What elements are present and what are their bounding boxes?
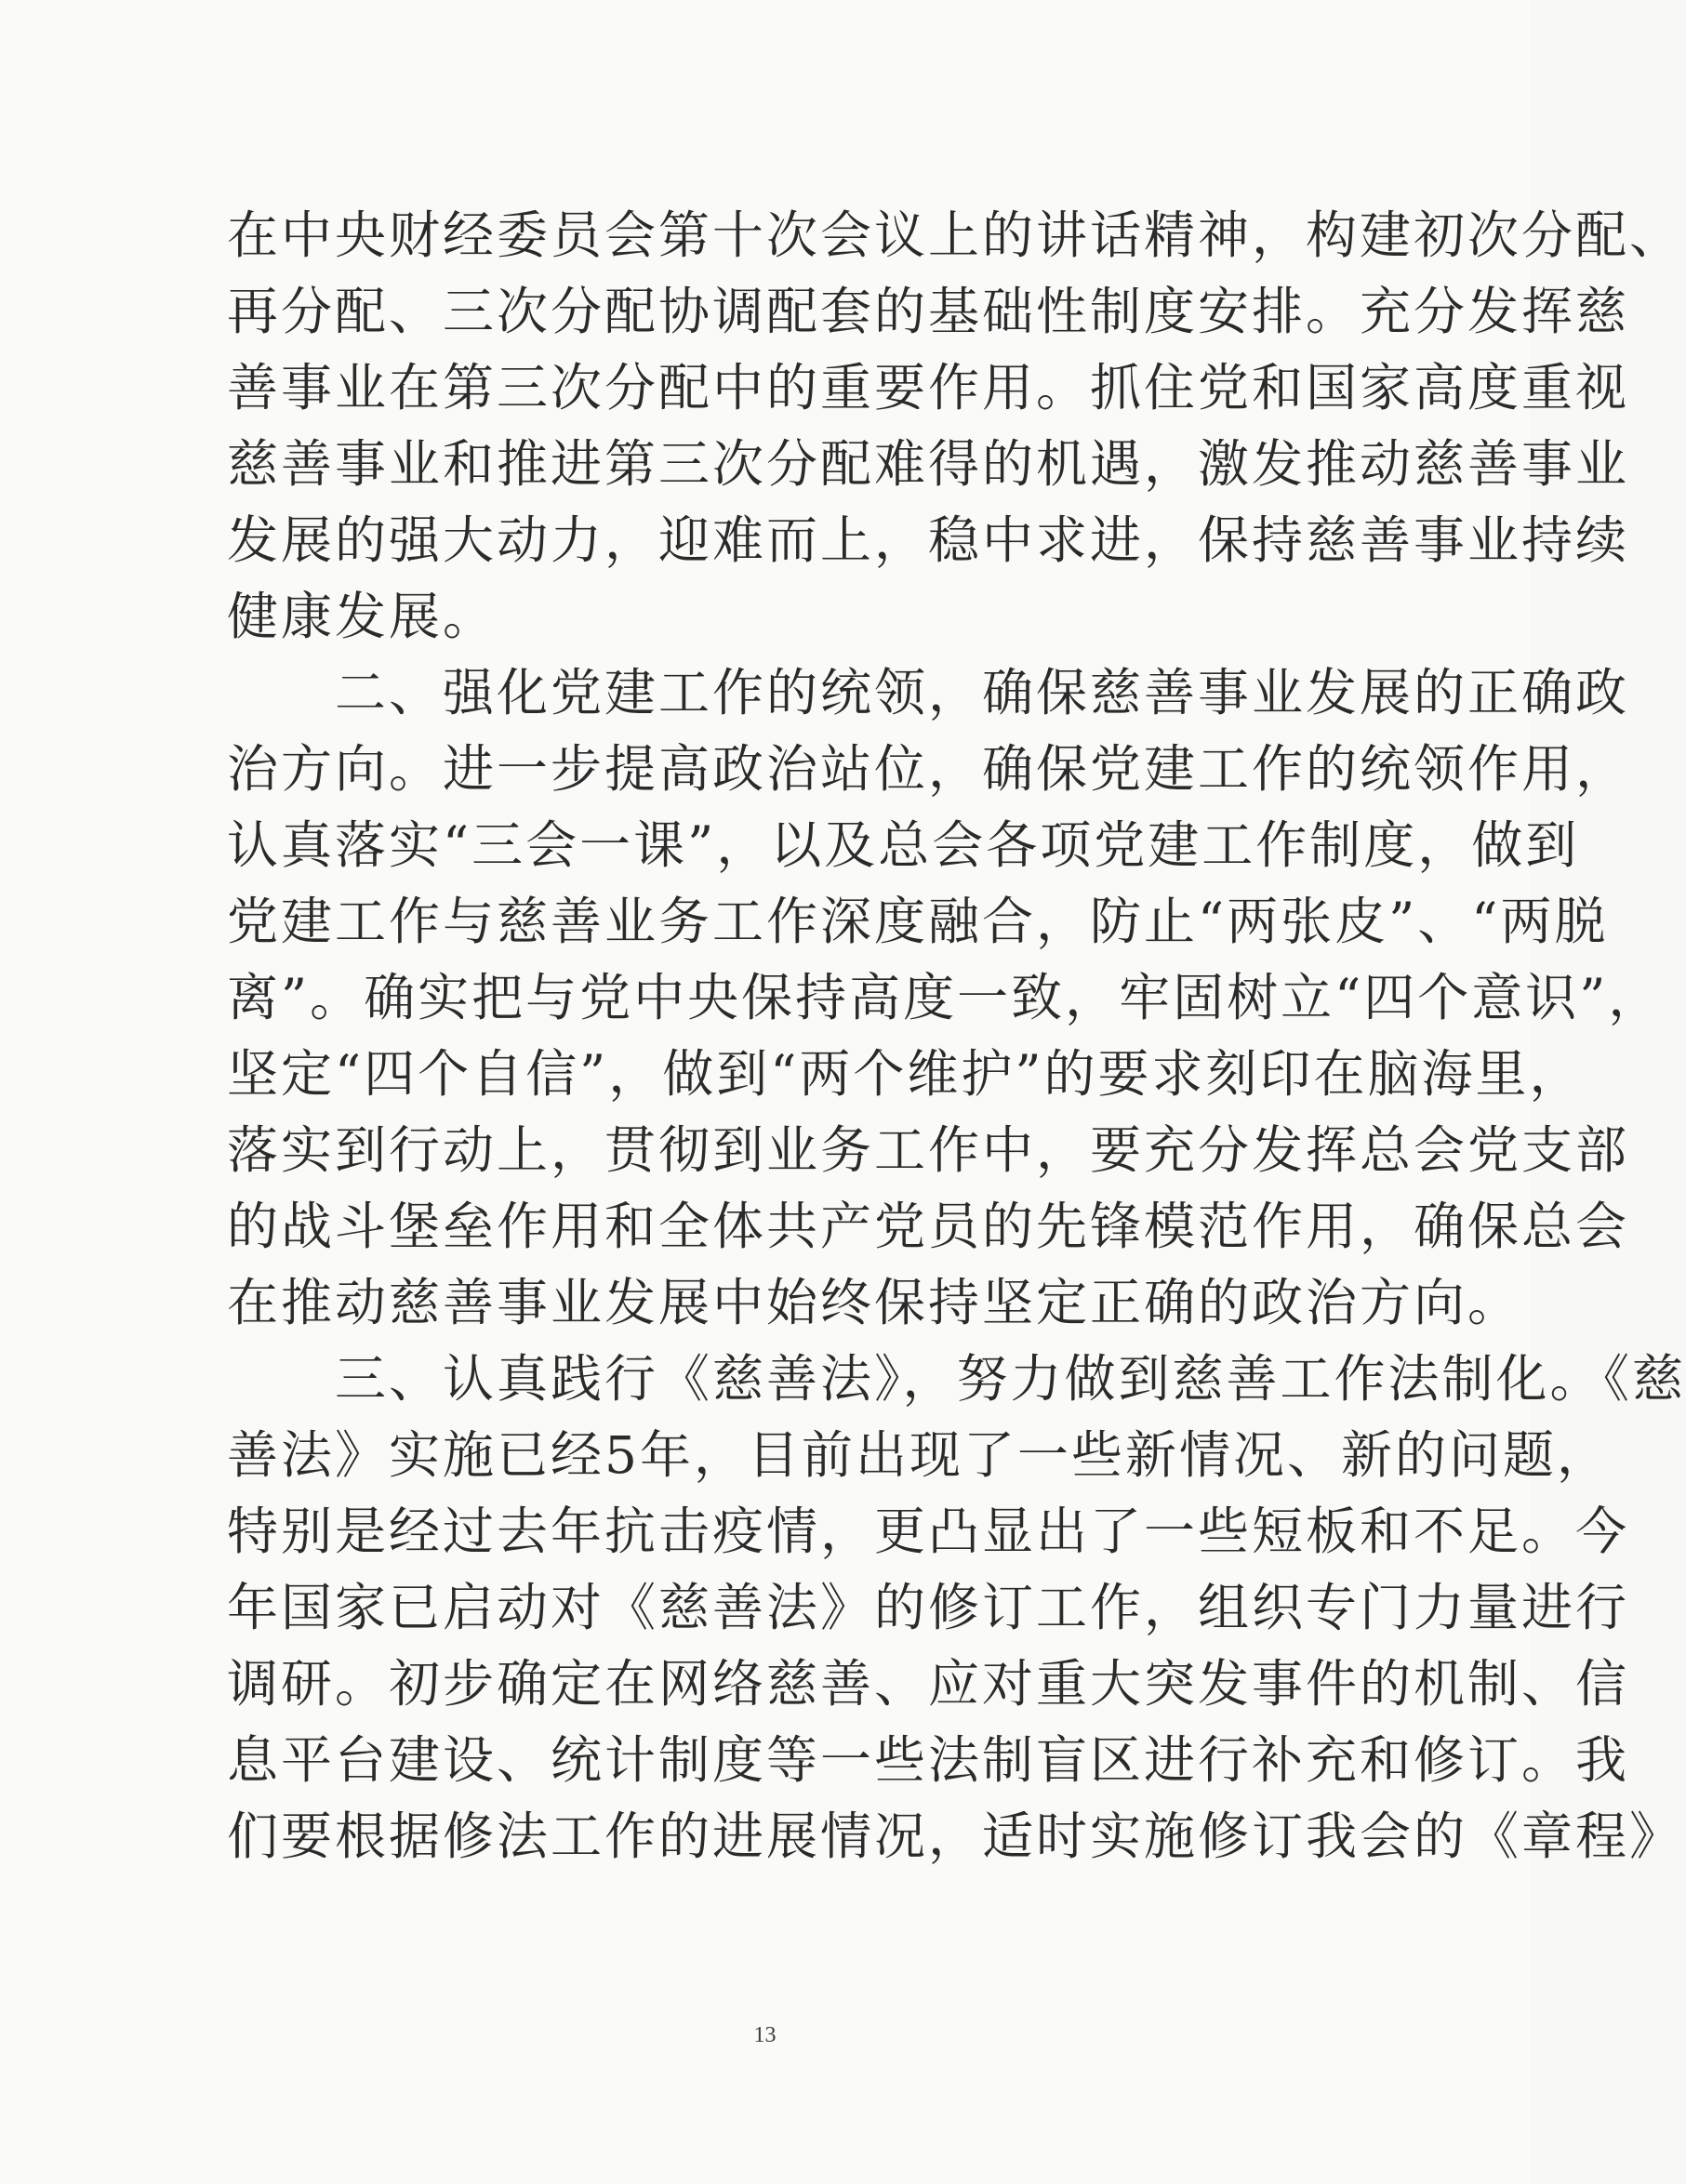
- text-line: 善事业在第三次分配中的重要作用。抓住党和国家高度重视: [227, 358, 1630, 417]
- text-line: 再分配、三次分配协调配套的基础性制度安排。充分发挥慈: [227, 282, 1630, 341]
- paragraph-start-line: 三、认真践行《慈善法》，努力做到慈善工作法制化。《慈: [227, 1349, 1686, 1409]
- text-line: 善法》实施已经5年，目前出现了一些新情况、新的问题，: [227, 1425, 1611, 1485]
- text-line: 治方向。进一步提高政治站位，确保党建工作的统领作用，: [227, 739, 1630, 799]
- text-line: 落实到行动上，贯彻到业务工作中，要充分发挥总会党支部: [227, 1120, 1630, 1180]
- text-line: 年国家已启动对《慈善法》的修订工作，组织专门力量进行: [227, 1578, 1630, 1637]
- text-line: 特别是经过去年抗击疫情，更凸显出了一些短板和不足。今: [227, 1502, 1630, 1561]
- text-line: 在推动慈善事业发展中始终保持坚定正确的政治方向。: [227, 1273, 1522, 1332]
- text-line: 坚定“四个自信”，做到“两个维护”的要求刻印在脑海里，: [227, 1044, 1584, 1104]
- text-line: 慈善事业和推进第三次分配难得的机遇，激发推动慈善事业: [227, 434, 1630, 494]
- text-line: 发展的强大动力，迎难而上，稳中求进，保持慈善事业持续: [227, 510, 1630, 570]
- text-line: 息平台建设、统计制度等一些法制盲区进行补充和修订。我: [227, 1730, 1630, 1790]
- paragraph-start-line: 二、强化党建工作的统领，确保慈善事业发展的正确政: [227, 663, 1630, 722]
- body-text: [227, 197, 1686, 1874]
- text-line: 的战斗堡垒作用和全体共产党员的先锋模范作用，确保总会: [227, 1197, 1630, 1256]
- page-number: 13: [753, 2023, 777, 2047]
- text-line: 在中央财经委员会第十次会议上的讲话精神，构建初次分配、: [227, 205, 1684, 265]
- text-line: 们要根据修法工作的进展情况，适时实施修订我会的《章程》: [227, 1807, 1684, 1866]
- text-line: 党建工作与慈善业务工作深度融合，防止“两张皮”、“两脱: [227, 892, 1609, 951]
- text-line: 离”。确实把与党中央保持高度一致，牢固树立“四个意识”，: [227, 968, 1663, 1027]
- text-line: 认真落实“三会一课”，以及总会各项党建工作制度，做到: [227, 815, 1580, 875]
- text-line: 调研。初步确定在网络慈善、应对重大突发事件的机制、信: [227, 1654, 1630, 1714]
- text-line: 健康发展。: [227, 587, 498, 646]
